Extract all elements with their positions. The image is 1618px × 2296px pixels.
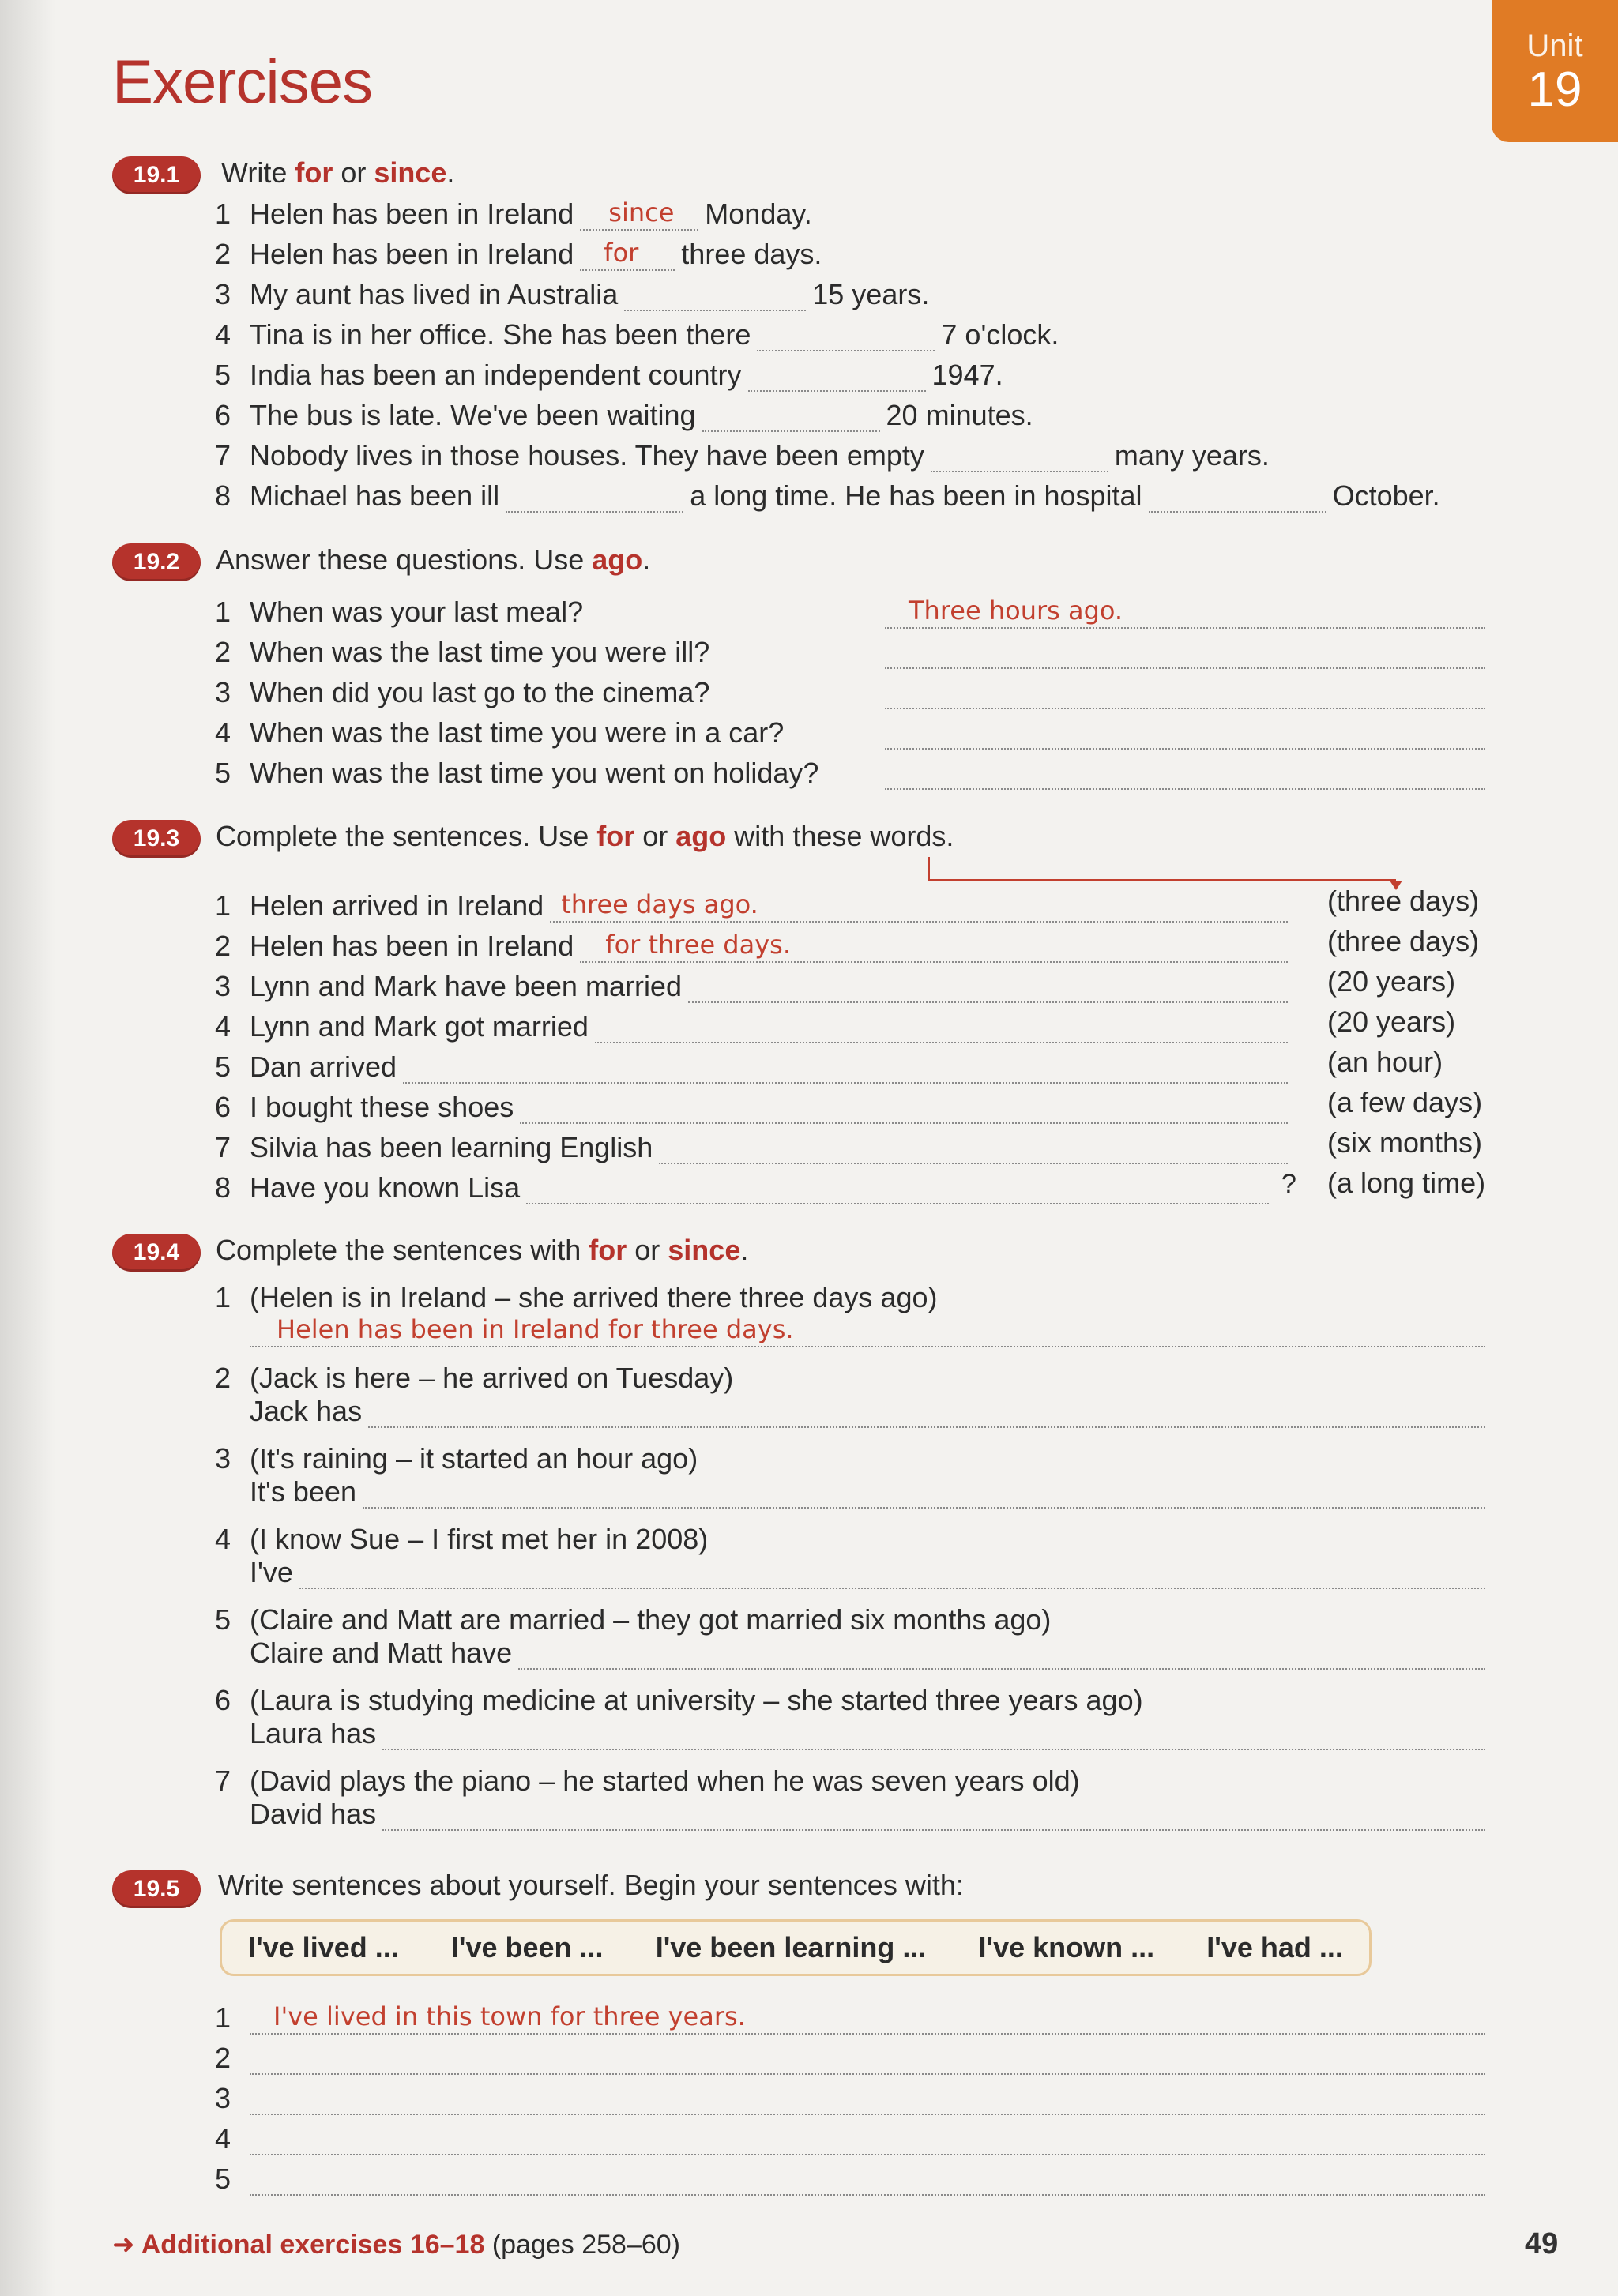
page-title: Exercises bbox=[112, 47, 373, 116]
answer-blank[interactable] bbox=[368, 1398, 1485, 1428]
sentence-start: Laura has bbox=[250, 1717, 377, 1749]
keyword: ago bbox=[675, 820, 727, 852]
instruction-text: Answer these questions. Use bbox=[216, 543, 593, 576]
instruction-text: . bbox=[740, 1234, 749, 1266]
sentence-text: Helen has been in Ireland bbox=[250, 238, 574, 270]
unit-label: Unit bbox=[1526, 28, 1583, 63]
sentence-text: Lynn and Mark have been married bbox=[250, 970, 682, 1002]
sentence-text: 7 o'clock. bbox=[941, 318, 1059, 351]
answer-line bbox=[250, 1471, 1492, 1509]
sentence-start: It's been bbox=[250, 1475, 356, 1508]
sentence-text: 20 minutes. bbox=[886, 399, 1033, 431]
answer-blank[interactable] bbox=[250, 2166, 1485, 2196]
instruction-text: . bbox=[642, 543, 651, 576]
question-mark: ? bbox=[1281, 1169, 1296, 1199]
question-text: When was your last meal? bbox=[250, 596, 584, 628]
item-number: 6 bbox=[215, 399, 231, 431]
sentence-start: Claire and Matt have bbox=[250, 1637, 513, 1669]
answer-blank[interactable] bbox=[518, 1640, 1485, 1670]
word-hint: (three days) bbox=[1327, 925, 1480, 957]
item-number: 1 bbox=[215, 2001, 231, 2034]
page-gutter-shadow bbox=[0, 0, 55, 2296]
handwritten-answer: I've lived in this town for three years. bbox=[273, 2001, 746, 2031]
list-item bbox=[215, 354, 1003, 392]
list-item bbox=[215, 591, 1492, 629]
exercise-instruction bbox=[216, 543, 650, 577]
answer-line bbox=[250, 1712, 1492, 1750]
list-item bbox=[215, 394, 1033, 432]
exercise-badge: 19.5 bbox=[112, 1870, 201, 1908]
answer-blank[interactable] bbox=[931, 442, 1108, 472]
item-number: 5 bbox=[215, 2163, 231, 2195]
item-number: 4 bbox=[215, 2122, 231, 2155]
handwritten-answer: Three hours ago. bbox=[909, 596, 1123, 626]
list-item bbox=[215, 671, 1492, 709]
answer-blank[interactable] bbox=[757, 321, 935, 351]
list-item bbox=[215, 2158, 1492, 2196]
answer-blank[interactable] bbox=[520, 1094, 1288, 1124]
additional-exercises-link[interactable] bbox=[112, 2229, 680, 2260]
answer-blank[interactable] bbox=[250, 2125, 1485, 2155]
keyword: since bbox=[374, 156, 447, 189]
sentence-start: I've bbox=[250, 1556, 293, 1588]
item-number: 1 bbox=[215, 596, 231, 628]
instruction-text: or bbox=[634, 820, 676, 852]
list-item bbox=[215, 233, 822, 271]
sentence-text: October. bbox=[1332, 479, 1440, 512]
sentence-text: Helen has been in Ireland bbox=[250, 197, 574, 230]
sentence-text: three days. bbox=[681, 238, 822, 270]
answer-blank[interactable] bbox=[624, 281, 806, 311]
keyword: ago bbox=[592, 543, 643, 576]
sentence-text: many years. bbox=[1114, 439, 1270, 472]
list-item bbox=[215, 273, 929, 311]
item-number: 6 bbox=[215, 1684, 231, 1716]
question-text: When did you last go to the cinema? bbox=[250, 676, 710, 708]
instruction-text: . bbox=[446, 156, 455, 189]
list-item bbox=[215, 1086, 1294, 1124]
sentence-text: Helen arrived in Ireland bbox=[250, 889, 544, 922]
answer-blank[interactable] bbox=[250, 2001, 1485, 2035]
list-item bbox=[215, 1046, 1294, 1084]
prompt-text: (Claire and Matt are married – they got married six months ago) bbox=[250, 1603, 1052, 1636]
starter-phrase: I've lived ... bbox=[248, 1931, 399, 1963]
instruction-text: or bbox=[627, 1234, 668, 1266]
exercise-instruction bbox=[216, 820, 954, 853]
sentence-text: Lynn and Mark got married bbox=[250, 1010, 589, 1043]
exercise-badge: 19.3 bbox=[112, 820, 201, 858]
answer-blank[interactable] bbox=[885, 596, 1485, 629]
answer-blank[interactable] bbox=[250, 2085, 1485, 2115]
answer-line bbox=[250, 1310, 1492, 1347]
item-number: 4 bbox=[215, 1523, 231, 1555]
answer-blank[interactable] bbox=[595, 1013, 1288, 1043]
word-hint: (a few days) bbox=[1327, 1086, 1483, 1118]
question-text: When was the last time you were ill? bbox=[250, 636, 710, 668]
keyword: for bbox=[589, 1234, 627, 1266]
instruction-text: or bbox=[333, 156, 374, 189]
list-item bbox=[215, 1997, 1492, 2035]
sentence-start: David has bbox=[250, 1798, 377, 1830]
instruction-text: Write bbox=[221, 156, 295, 189]
item-number: 1 bbox=[215, 197, 231, 230]
list-item bbox=[215, 2037, 1492, 2075]
answer-line bbox=[250, 1632, 1492, 1670]
sentence-starters-box bbox=[220, 1919, 1372, 1976]
list-item bbox=[215, 2077, 1492, 2115]
item-number: 6 bbox=[215, 1091, 231, 1123]
handwritten-answer: for three days. bbox=[605, 930, 791, 960]
answer-blank[interactable] bbox=[550, 889, 1288, 923]
list-item bbox=[215, 193, 812, 231]
sentence-text: Have you known Lisa bbox=[250, 1171, 521, 1204]
item-number: 5 bbox=[215, 359, 231, 391]
exercise-badge: 19.2 bbox=[112, 543, 201, 581]
sentence-text: I bought these shoes bbox=[250, 1091, 514, 1123]
item-number: 7 bbox=[215, 1131, 231, 1163]
sentence-text: Dan arrived bbox=[250, 1050, 397, 1083]
answer-blank[interactable] bbox=[885, 760, 1485, 790]
sentence-text: Helen has been in Ireland bbox=[250, 930, 574, 962]
sentence-text: Michael has been ill bbox=[250, 479, 500, 512]
sentence-text: Tina is in her office. She has been there bbox=[250, 318, 751, 351]
item-number: 8 bbox=[215, 1171, 231, 1204]
list-item bbox=[215, 1126, 1294, 1164]
item-number: 7 bbox=[215, 439, 231, 472]
prompt-text: (I know Sue – I first met her in 2008) bbox=[250, 1523, 709, 1555]
answer-line bbox=[250, 1793, 1492, 1831]
word-hint: (six months) bbox=[1327, 1126, 1483, 1159]
list-item bbox=[215, 965, 1294, 1003]
sentence-text: Nobody lives in those houses. They have been empty bbox=[250, 439, 924, 472]
item-number: 2 bbox=[215, 636, 231, 668]
instruction-text: Complete the sentences. Use bbox=[216, 820, 597, 852]
sentence-text: The bus is late. We've been waiting bbox=[250, 399, 696, 431]
word-hint: (three days) bbox=[1327, 885, 1480, 917]
page-range: (pages 258–60) bbox=[484, 2230, 681, 2260]
starter-phrase: I've known ... bbox=[978, 1931, 1155, 1963]
exercise-instruction bbox=[216, 1234, 748, 1267]
answer-blank[interactable] bbox=[299, 1559, 1485, 1589]
prompt-text: (It's raining – it started an hour ago) bbox=[250, 1442, 698, 1475]
question-text: When was the last time you were in a car? bbox=[250, 716, 785, 749]
answer-blank[interactable] bbox=[1149, 483, 1326, 513]
page-number: 49 bbox=[1525, 2227, 1559, 2260]
unit-tab bbox=[1492, 0, 1618, 142]
word-hint: (an hour) bbox=[1327, 1046, 1443, 1078]
item-number: 2 bbox=[215, 238, 231, 270]
answer-blank[interactable] bbox=[885, 720, 1485, 750]
list-item bbox=[215, 631, 1492, 669]
prompt-text: (David plays the piano – he started when he was seven years old) bbox=[250, 1764, 1080, 1797]
sentence-text: India has been an independent country bbox=[250, 359, 742, 391]
item-number: 5 bbox=[215, 1050, 231, 1083]
link-text: Additional exercises 16–18 bbox=[141, 2230, 485, 2260]
list-item bbox=[215, 712, 1492, 750]
exercise-instruction: Write sentences about yourself. Begin your sentences with: bbox=[218, 1869, 964, 1901]
item-number: 3 bbox=[215, 2082, 231, 2114]
handwritten-answer: Helen has been in Ireland for three days. bbox=[277, 1314, 794, 1344]
item-number: 4 bbox=[215, 1010, 231, 1043]
item-number: 2 bbox=[215, 1362, 231, 1394]
item-number: 2 bbox=[215, 2042, 231, 2074]
item-number: 3 bbox=[215, 676, 231, 708]
list-item bbox=[215, 2118, 1492, 2155]
handwritten-answer: for bbox=[604, 238, 639, 268]
answer-blank[interactable] bbox=[659, 1134, 1288, 1164]
sentence-text: 15 years. bbox=[812, 278, 930, 310]
keyword: for bbox=[295, 156, 333, 189]
starter-phrase: I've been ... bbox=[450, 1931, 604, 1963]
answer-line bbox=[250, 1390, 1492, 1428]
list-item bbox=[215, 885, 1294, 923]
handwritten-answer: since bbox=[608, 197, 675, 227]
answer-blank[interactable] bbox=[580, 238, 675, 271]
item-number: 4 bbox=[215, 716, 231, 749]
answer-blank[interactable] bbox=[702, 402, 880, 432]
word-hint: (a long time) bbox=[1327, 1167, 1486, 1199]
keyword: for bbox=[596, 820, 635, 852]
exercise-badge: 19.1 bbox=[112, 156, 201, 194]
answer-blank[interactable] bbox=[506, 483, 683, 513]
item-number: 7 bbox=[215, 1764, 231, 1797]
answer-blank[interactable] bbox=[403, 1054, 1288, 1084]
answer-blank[interactable] bbox=[580, 930, 1288, 963]
sentence-text: Monday. bbox=[705, 197, 812, 230]
prompt-text: (Laura is studying medicine at university – she started three years ago) bbox=[250, 1684, 1143, 1716]
instruction-text: Complete the sentences with bbox=[216, 1234, 589, 1266]
answer-line bbox=[250, 1551, 1492, 1589]
list-item bbox=[215, 314, 1059, 351]
word-hint: (20 years) bbox=[1327, 1005, 1456, 1038]
item-number: 5 bbox=[215, 757, 231, 789]
answer-blank[interactable] bbox=[580, 197, 698, 231]
answer-blank[interactable] bbox=[885, 679, 1485, 709]
handwritten-answer: three days ago. bbox=[561, 889, 758, 919]
list-item bbox=[215, 925, 1294, 963]
starter-phrase: I've been learning ... bbox=[655, 1931, 927, 1963]
sentence-text: a long time. He has been in hospital bbox=[690, 479, 1142, 512]
answer-blank[interactable] bbox=[250, 1314, 1485, 1347]
pointer-arrow bbox=[928, 857, 1396, 881]
item-number: 5 bbox=[215, 1603, 231, 1636]
answer-blank[interactable] bbox=[885, 639, 1485, 669]
answer-blank[interactable] bbox=[382, 1720, 1485, 1750]
item-number: 4 bbox=[215, 318, 231, 351]
keyword: since bbox=[668, 1234, 741, 1266]
item-number: 1 bbox=[215, 889, 231, 922]
answer-blank[interactable] bbox=[526, 1174, 1269, 1204]
item-number: 3 bbox=[215, 970, 231, 1002]
item-number: 3 bbox=[215, 1442, 231, 1475]
unit-number: 19 bbox=[1527, 62, 1582, 117]
sentence-text: 1947. bbox=[931, 359, 1003, 391]
answer-blank[interactable] bbox=[382, 1801, 1485, 1831]
item-number: 1 bbox=[215, 1281, 231, 1313]
sentence-text: Silvia has been learning English bbox=[250, 1131, 653, 1163]
answer-blank[interactable] bbox=[363, 1479, 1485, 1509]
instruction-text: with these words. bbox=[726, 820, 954, 852]
list-item bbox=[215, 475, 1440, 513]
item-number: 3 bbox=[215, 278, 231, 310]
word-hint: (20 years) bbox=[1327, 965, 1456, 998]
exercise-badge: 19.4 bbox=[112, 1234, 201, 1272]
sentence-start: Jack has bbox=[250, 1395, 363, 1427]
list-item bbox=[215, 434, 1270, 472]
list-item bbox=[215, 752, 1492, 790]
answer-blank[interactable] bbox=[688, 973, 1288, 1003]
prompt-text: (Jack is here – he arrived on Tuesday) bbox=[250, 1362, 734, 1394]
answer-blank[interactable] bbox=[250, 2045, 1485, 2075]
item-number: 2 bbox=[215, 930, 231, 962]
question-text: When was the last time you went on holiday? bbox=[250, 757, 819, 789]
list-item bbox=[215, 1005, 1294, 1043]
starter-phrase: I've had ... bbox=[1206, 1931, 1343, 1963]
item-number: 8 bbox=[215, 479, 231, 512]
arrow-icon: ➜ bbox=[112, 2230, 141, 2260]
list-item bbox=[215, 1167, 1275, 1204]
exercise-instruction bbox=[221, 156, 454, 190]
sentence-text: My aunt has lived in Australia bbox=[250, 278, 619, 310]
prompt-text: (Helen is in Ireland – she arrived there three days ago) bbox=[250, 1281, 938, 1313]
answer-blank[interactable] bbox=[748, 362, 926, 392]
